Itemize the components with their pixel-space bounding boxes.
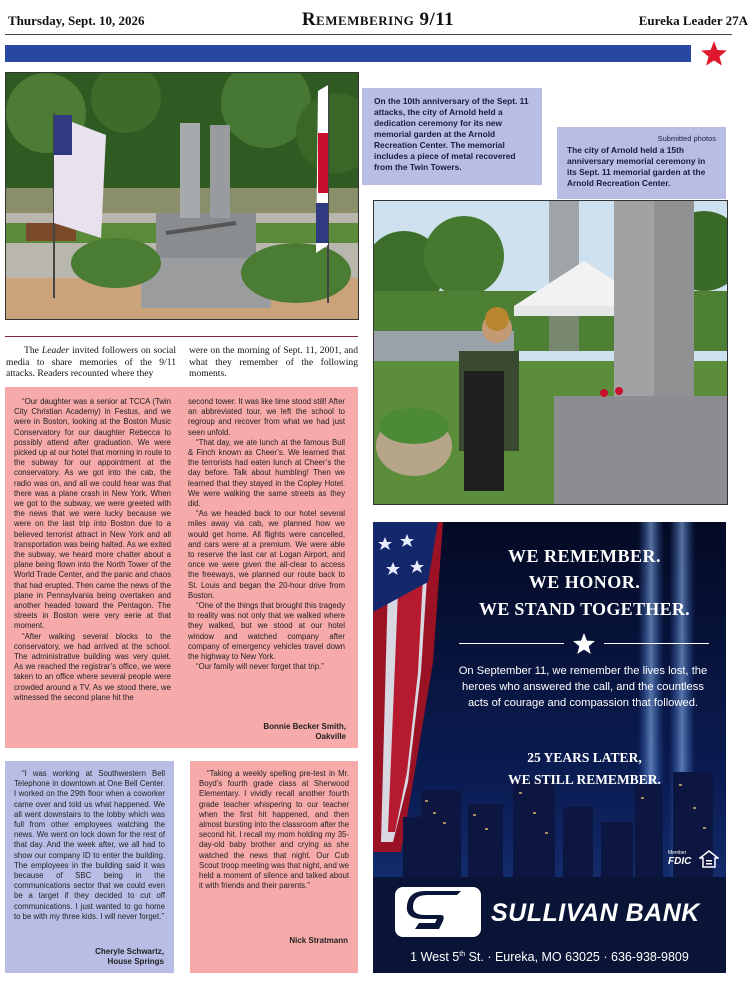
stratmann-name: Nick Stratmann xyxy=(289,936,348,945)
photo-credit: Submitted photos xyxy=(657,134,716,143)
ceremony-photo xyxy=(373,200,728,505)
photo-caption-right xyxy=(557,127,726,199)
intro-paragraph-1: The Leader invited followers on social media to share memories of the 9/11 attacks. Readers recounted where they xyxy=(6,345,176,379)
ad-body-text: On September 11, we remember the lives lost, the heroes who answered the call, and the countless acts of courage and compassion that followed. xyxy=(458,665,708,709)
ad-tagline-1: 25 YEARS LATER, xyxy=(527,750,642,765)
memorial-garden-illustration xyxy=(6,73,358,319)
becker-paragraph: “After walking several blocks to the conservatory, we had arrived at the school. The administrative building was very quiet. As we reached the registrar’s office, we were taken to an office where several people were crowded around a TV. As we stood there, we witnessed the second plane hit the xyxy=(14,631,171,702)
blue-banner-bar xyxy=(5,45,691,62)
page-label: Eureka Leader 27A xyxy=(638,13,748,28)
bank-name: SULLIVAN BANK xyxy=(491,899,700,927)
stratmann-signature xyxy=(289,936,348,946)
becker-name: Bonnie Becker Smith, xyxy=(263,722,346,731)
stratmann-story-text: “Taking a weekly spelling pre-test in Mr. Boyd’s fourth grade class at Sherwood Elementary. I vividly recall another fourth grade teacher whispering to our teacher when the first hit happened, and then almost bursting into the classroom after the second hit. I recall my mom holding my 35-day-old baby brother and crying as she watched the news that night. Our Cub Scout troop meeting was that night, and we held a moment of silence and talked about it with friends and their parents.” xyxy=(199,769,349,891)
ad-headline-1: WE REMEMBER. xyxy=(507,546,661,566)
schwartz-story-text: “I was working at Southwestern Bell Telephone in downtown at One Bell Center. I worked on the 29th floor when a coworker came over and told us what happened. We all went downstairs to the lobby which was full from other employees watching the news. We went on lock down for the rest of that day. And the week after, we all had to show our company ID to enter the building. The employees in the building said it was because of SBC being in the communications sector that we could even be a target if they decided to cut off communications. I just wanted to go home to be with my three kids. I will never forget.” xyxy=(14,769,165,921)
memorial-garden-photo xyxy=(5,72,359,320)
becker-town: Oakville xyxy=(315,732,346,741)
section-title: Remembering 9/11 xyxy=(301,9,455,30)
intro-rule xyxy=(5,336,358,337)
ceremony-illustration xyxy=(374,201,727,504)
intro-publication-name: Leader xyxy=(41,345,70,356)
fdic-badge xyxy=(668,850,691,867)
stratmann-story-box xyxy=(190,761,358,973)
ad-tagline-2: WE STILL REMEMBER. xyxy=(508,772,661,787)
photo-caption-left xyxy=(362,88,542,185)
schwartz-signature xyxy=(95,947,164,967)
becker-story-col2 xyxy=(188,397,345,672)
becker-story-box xyxy=(5,387,358,748)
becker-story-col1 xyxy=(14,397,171,703)
ad-headline-2: WE HONOR. xyxy=(528,572,641,592)
schwartz-story-box xyxy=(5,761,174,973)
becker-paragraph: “Our family will never forget that trip.” xyxy=(196,662,324,672)
fdic-label: FDIC xyxy=(668,856,692,867)
issue-date: Thursday, Sept. 10, 2026 xyxy=(8,13,145,28)
becker-signature xyxy=(263,722,346,742)
equal-housing-icon xyxy=(699,850,719,868)
sullivan-bank-ad xyxy=(373,522,726,973)
becker-paragraph: “As we headed back to our hotel several miles away via cab, we planned how we would get home. All flights were cancelled, and cars were at a premium. We were able to reserve the last car at Logan Airport, and once we were given the all-clear to access the freeways, we planned our route back to St. Louis and began the 20-hour drive from Boston. xyxy=(188,509,345,600)
schwartz-town: House Springs xyxy=(107,957,164,966)
bank-address: 1 West 5th St. · Eureka, MO 63025 · 636-938-9809 xyxy=(410,950,689,964)
sullivan-bank-logo-icon xyxy=(395,887,481,937)
ad-star-icon xyxy=(572,632,596,656)
schwartz-name: Cheryle Schwartz, xyxy=(95,947,164,956)
becker-paragraph: “That day, we ate lunch at the famous Bull & Finch known as Cheer’s. We learned that the terrorists had eaten lunch at Cheer’s the day before. Talk about humbling! Then we learned that they stayed in the Copley Hotel. We were walking the same streets as they did. xyxy=(188,437,345,509)
star-icon xyxy=(700,40,728,68)
caption-right-text: The city of Arnold held a 15th anniversary memorial ceremony in its Sept. 11 memorial garden at the Arnold Recreation Center. xyxy=(567,145,706,188)
caption-left-text: On the 10th anniversary of the Sept. 11 attacks, the city of Arnold held a dedication ceremony for its new memorial garden at the Arnold Recreation Center. The memorial includes a piece of metal recovered from the Twin Towers. xyxy=(374,96,529,172)
ad-headline-3: WE STAND TOGETHER. xyxy=(479,599,690,619)
intro-paragraph-2: were on the morning of Sept. 11, 2001, and what they remember of the following moments. xyxy=(189,345,358,379)
becker-paragraph: second tower. It was like time stood still! After an abbreviated tour, we left the school to regroup and recover from what we had just seen unfold. xyxy=(188,397,345,437)
header-rule xyxy=(5,34,732,35)
becker-paragraph: “One of the things that brought this tragedy to reality was not only that we walked where they walked, but we stood at our hotel window and watched company after company of emergency vehicles travel down the highway to New York. xyxy=(188,601,345,662)
becker-paragraph: “Our daughter was a senior at TCCA (Twin City Christian Academy) in Festus, and we were in Boston, looking at the Boston Music Conservatory for our daughter Rebecca to possibly attend after graduation. We were picked up at our hotel that morning in route to the subway for our appointment at the conservatory. As we got into the cab, the radio was on, and all we could hear was that there was a plane crash in New York. When we got to the subway, we were greeted with the news that we were lucky because we were on the last trip into Boston due to a believed terrorist attract in New York and all transportation was being halted. As we exited the subway, we heard more chatter about a plane being flown into the North Tower of the World Trade Center, and the panic and chaos that had erupted. Then came the news of the plane in Pennsylvania being overtaken and another headed toward the Pentagon. The streets in Boston were very eerie at that moment. xyxy=(14,397,171,631)
fdic-member-label: Member xyxy=(668,850,687,856)
